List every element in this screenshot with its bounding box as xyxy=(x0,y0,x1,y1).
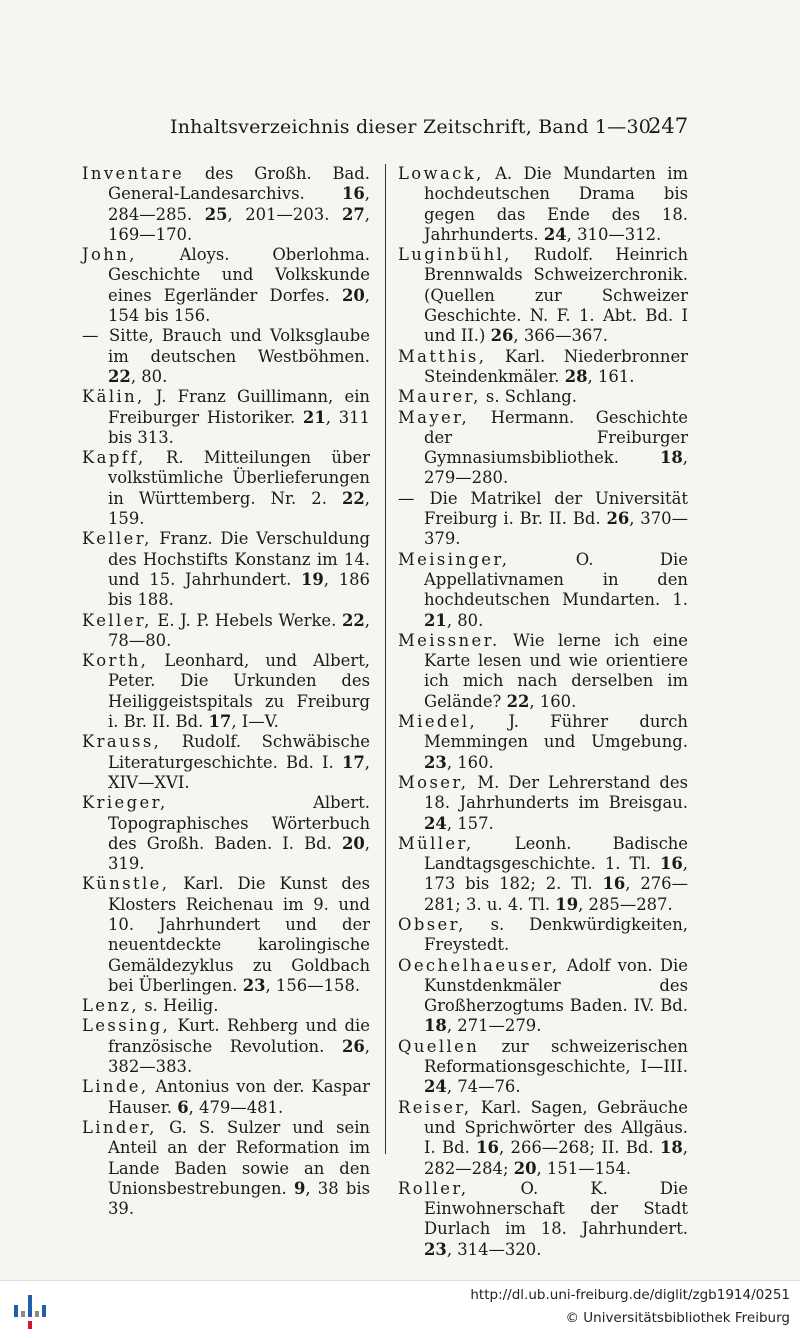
entry-text: s. Heilig. xyxy=(139,996,219,1016)
index-entry xyxy=(398,408,688,489)
index-entry xyxy=(82,874,370,996)
entry-headword: Müller, xyxy=(398,833,474,853)
volume-number: 26 xyxy=(341,1036,365,1056)
page-range: , I—V. xyxy=(231,712,279,732)
volume-number: 18 xyxy=(659,1138,683,1158)
entry-text: R. Mitteilungen über volkstümliche Überlieferungen in Württemberg. Nr. 2. xyxy=(108,448,370,508)
entry-text: des Großh. Bad. General-Landesarchivs. xyxy=(108,164,370,204)
page-range: , XIV—XVI. xyxy=(108,752,370,792)
page-range: , 314—320. xyxy=(446,1239,542,1259)
entry-headword: Krauss, xyxy=(82,732,162,752)
page-range: , 201—203. xyxy=(227,204,342,224)
page-range: , 370—379. xyxy=(424,509,688,549)
volume-number: 24 xyxy=(424,813,447,833)
entry-headword: Miedel, xyxy=(398,712,478,732)
volume-number: 16 xyxy=(659,854,683,874)
volume-number: 26 xyxy=(606,509,630,529)
page-range: , 279—280. xyxy=(424,448,688,488)
volume-number: 22 xyxy=(108,366,131,386)
entry-headword: Lenz, xyxy=(82,996,139,1016)
page-range: , 169—170. xyxy=(108,204,370,244)
entry-text: Adolf von. Die Kunstdenkmäler des Großherzogtums Baden. IV. Bd. xyxy=(424,955,688,1016)
index-entry xyxy=(398,164,688,245)
volume-number: 16 xyxy=(341,184,365,204)
volume-number: 17 xyxy=(208,712,232,732)
index-entry xyxy=(398,387,688,407)
volume-number: 6 xyxy=(177,1097,189,1117)
index-entry xyxy=(82,1077,370,1118)
copyright-notice: © Universitätsbibliothek Freiburg xyxy=(565,1310,790,1326)
page-range: , 160. xyxy=(446,752,494,772)
entry-headword: Kapff, xyxy=(82,448,146,468)
entry-text: Karl. Die Kunst des Klosters Reichenau im 9. und 10. Jahrhundert und der neuentdeckte karolingische Gemäldezyklus zu Goldbach bei Überlingen. xyxy=(108,874,370,995)
entry-text: O. Die Appellativnamen in den hochdeutschen Mundarten. 1. xyxy=(424,549,688,610)
index-entry xyxy=(82,245,370,326)
page-range: , 154 bis 156. xyxy=(108,285,370,326)
entry-headword: — xyxy=(398,488,417,508)
page-number: 247 xyxy=(648,114,689,138)
page-range: , 186 bis 188. xyxy=(108,569,370,610)
volume-number: 9 xyxy=(293,1178,306,1198)
entry-headword: Kälin, xyxy=(82,387,145,407)
index-entry xyxy=(82,611,370,652)
entry-headword: Obser, xyxy=(398,914,466,934)
index-entry xyxy=(398,1179,688,1260)
volume-number: 22 xyxy=(341,488,365,508)
volume-number: 20 xyxy=(341,833,365,853)
entry-headword: John, xyxy=(82,245,137,265)
page-range: , 271—279. xyxy=(446,1016,542,1036)
index-entry xyxy=(398,773,688,834)
volume-number: 22 xyxy=(506,691,530,711)
left-column xyxy=(82,164,370,1219)
index-entry xyxy=(82,793,370,874)
index-entry xyxy=(398,347,688,388)
page-range: , 310—312. xyxy=(566,224,662,244)
page-range: , 479—481. xyxy=(188,1097,284,1117)
volume-number: 24 xyxy=(543,224,567,244)
page-range: , 285—287. xyxy=(578,894,673,914)
entry-text: Rudolf. Heinrich Brennwalds Schweizerchronik. (Quellen zur Schweizer Geschichte. N. F. 1. Abt. Bd. I und II.) xyxy=(424,245,688,346)
entry-headword: Krieger, xyxy=(82,793,168,813)
entry-text: E. J. P. Hebels Werke. xyxy=(151,610,342,630)
entry-headword: Keller, xyxy=(82,610,152,630)
page-range: , 282—284; xyxy=(424,1138,688,1178)
index-entry xyxy=(82,529,370,610)
index-entry xyxy=(398,712,688,773)
entry-text: Wie lerne ich eine Karte lesen und wie orientiere ich mich nach derselben im Gelände? xyxy=(424,630,688,711)
page-range: , 157. xyxy=(446,813,494,833)
index-entry xyxy=(82,326,370,387)
page-range: , 80. xyxy=(446,610,484,630)
entry-text: G. S. Sulzer und sein Anteil an der Reformation im Lande Baden sowie an den Unionsbestrebungen. xyxy=(108,1117,370,1198)
entry-headword: Meisinger, xyxy=(398,549,510,569)
page-range: , 173 bis 182; 2. Tl. xyxy=(424,854,688,894)
entry-headword: Mayer, xyxy=(398,407,470,427)
entry-headword: Oechelhaeuser, xyxy=(398,955,560,975)
page-range: , 266—268; II. Bd. xyxy=(498,1138,660,1158)
volume-number: 24 xyxy=(424,1077,447,1097)
page-range: , 161. xyxy=(587,366,635,386)
page-range: , 38 bis 39. xyxy=(108,1178,370,1219)
index-entry xyxy=(398,631,688,712)
entry-text: Franz. Die Verschuldung des Hochstifts Konstanz im 14. und 15. Jahrhundert. xyxy=(108,529,370,589)
volume-number: 23 xyxy=(242,975,266,995)
volume-number: 19 xyxy=(555,894,579,914)
index-entry xyxy=(82,651,370,732)
entry-headword: Roller, xyxy=(398,1178,469,1198)
entry-text: Karl. Sagen, Gebräuche und Sprichwörter des Allgäus. I. Bd. xyxy=(424,1097,688,1158)
index-entry xyxy=(398,1098,688,1179)
entry-headword: Linder, xyxy=(82,1117,157,1137)
entry-text: M. Der Lehrerstand des 18. Jahrhunderts im Breisgau. xyxy=(424,772,688,813)
entry-text: Rudolf. Schwäbische Literaturgeschichte. Bd. I. xyxy=(108,732,370,772)
entry-text: Kurt. Rehberg und die französische Revolution. xyxy=(108,1016,370,1056)
index-entry xyxy=(398,915,688,956)
page-range: , 276—281; 3. u. 4. Tl. xyxy=(424,874,688,914)
entry-headword: Quellen xyxy=(398,1036,480,1056)
volume-number: 19 xyxy=(300,569,324,589)
page-range: , 156—158. xyxy=(265,975,361,995)
running-header xyxy=(0,112,800,148)
index-entry xyxy=(82,1016,370,1077)
entry-headword: Meissner. xyxy=(398,630,500,650)
document-url[interactable]: http://dl.ub.uni-freiburg.de/diglit/zgb1914/0251 xyxy=(470,1287,790,1303)
entry-headword: Luginbühl, xyxy=(398,245,512,265)
volume-number: 23 xyxy=(424,752,447,772)
volume-number: 26 xyxy=(490,326,514,346)
volume-number: 27 xyxy=(341,204,365,224)
entry-text: zur schweizerischen Reformationsgeschichte, I—III. xyxy=(424,1036,688,1077)
volume-number: 21 xyxy=(424,610,447,630)
volume-number: 20 xyxy=(341,285,365,305)
entry-headword: Inventare xyxy=(82,164,185,183)
index-entry xyxy=(398,956,688,1037)
volume-number: 23 xyxy=(424,1239,447,1259)
entry-text: Hermann. Geschichte der Freiburger Gymnasiumsbibliothek. xyxy=(424,407,688,468)
index-entry xyxy=(82,996,370,1016)
entry-text: Sitte, Brauch und Volksglaube im deutschen Westböhmen. xyxy=(100,326,370,366)
page-range: , 366—367. xyxy=(513,326,608,346)
volume-number: 16 xyxy=(602,874,626,894)
entry-text: Die Matrikel der Universität Freiburg i. Br. II. Bd. xyxy=(416,488,688,529)
entry-text: Albert. Topographisches Wörterbuch des Großh. Baden. I. Bd. xyxy=(108,793,370,853)
index-entry xyxy=(82,732,370,793)
volume-number: 18 xyxy=(659,448,683,468)
entry-headword: Lowack, xyxy=(398,164,484,183)
page-range: , 382—383. xyxy=(108,1036,370,1077)
page-range: , 284—285. xyxy=(108,184,370,224)
right-column xyxy=(398,164,688,1260)
index-entry xyxy=(398,550,688,631)
page-range: , 80. xyxy=(130,366,168,386)
entry-headword: — xyxy=(82,326,101,346)
header-title: Inhaltsverzeichnis dieser Zeitschrift, Band 1—30. xyxy=(170,116,658,138)
index-entry xyxy=(82,164,370,245)
entry-headword: Linde, xyxy=(82,1077,149,1097)
page-range: , 74—76. xyxy=(446,1077,521,1097)
volume-number: 21 xyxy=(302,407,326,427)
volume-number: 20 xyxy=(513,1158,537,1178)
entry-headword: Moser, xyxy=(398,772,469,792)
page-range: , 159. xyxy=(108,488,370,529)
entry-headword: Reiser, xyxy=(398,1097,472,1117)
index-entry xyxy=(398,834,688,915)
volume-number: 28 xyxy=(564,366,588,386)
index-entry xyxy=(82,1118,370,1219)
volume-number: 22 xyxy=(341,610,365,630)
entry-headword: Korth, xyxy=(82,651,149,671)
entry-text: J. Franz Guillimann, ein Freiburger Historiker. xyxy=(108,387,370,427)
viewer-footer xyxy=(0,1280,800,1338)
ub-freiburg-logo-icon xyxy=(10,1291,50,1331)
entry-headword: Maurer, xyxy=(398,387,481,407)
page-range: , 151—154. xyxy=(536,1158,632,1178)
index-entry xyxy=(398,245,688,346)
entry-text: Antonius von der. Kaspar Hauser. xyxy=(108,1077,370,1117)
page-range: , 78—80. xyxy=(108,610,370,650)
volume-number: 16 xyxy=(476,1138,499,1158)
column-divider xyxy=(385,164,386,1154)
entry-text: s. Schlang. xyxy=(480,387,577,407)
entry-text: J. Führer durch Memmingen und Umgebung. xyxy=(424,712,688,752)
volume-number: 25 xyxy=(204,204,228,224)
entry-text: Leonh. Badische Landtagsgeschichte. 1. Tl. xyxy=(424,833,688,874)
volume-number: 18 xyxy=(424,1016,447,1036)
page-range: , 160. xyxy=(529,691,577,711)
entry-text: O. K. Die Einwohnerschaft der Stadt Durlach im 18. Jahrhundert. xyxy=(424,1178,688,1239)
entry-headword: Keller, xyxy=(82,529,152,549)
entry-text: Aloys. Oberlohma. Geschichte und Volkskunde eines Egerländer Dorfes. xyxy=(108,245,370,305)
entry-headword: Matthis, xyxy=(398,346,487,366)
entry-headword: Lessing, xyxy=(82,1016,171,1036)
index-entry xyxy=(398,1037,688,1098)
index-entry xyxy=(82,448,370,529)
entry-headword: Künstle, xyxy=(82,874,170,894)
page-range: , 319. xyxy=(108,833,370,874)
entry-text: A. Die Mundarten im hochdeutschen Drama bis gegen das Ende des 18. Jahrhunderts. xyxy=(424,164,688,244)
entry-text: s. Denkwürdigkeiten, Freystedt. xyxy=(424,914,688,955)
index-entry xyxy=(398,489,688,550)
volume-number: 17 xyxy=(341,752,365,772)
entry-text: Karl. Niederbronner Steindenkmäler. xyxy=(424,346,688,386)
index-entry xyxy=(82,387,370,448)
page-range: , 311 bis 313. xyxy=(108,407,370,447)
entry-text: Leonhard, und Albert, Peter. Die Urkunden des Heiliggeistspitals zu Freiburg i. Br. II. Bd. xyxy=(108,651,370,732)
